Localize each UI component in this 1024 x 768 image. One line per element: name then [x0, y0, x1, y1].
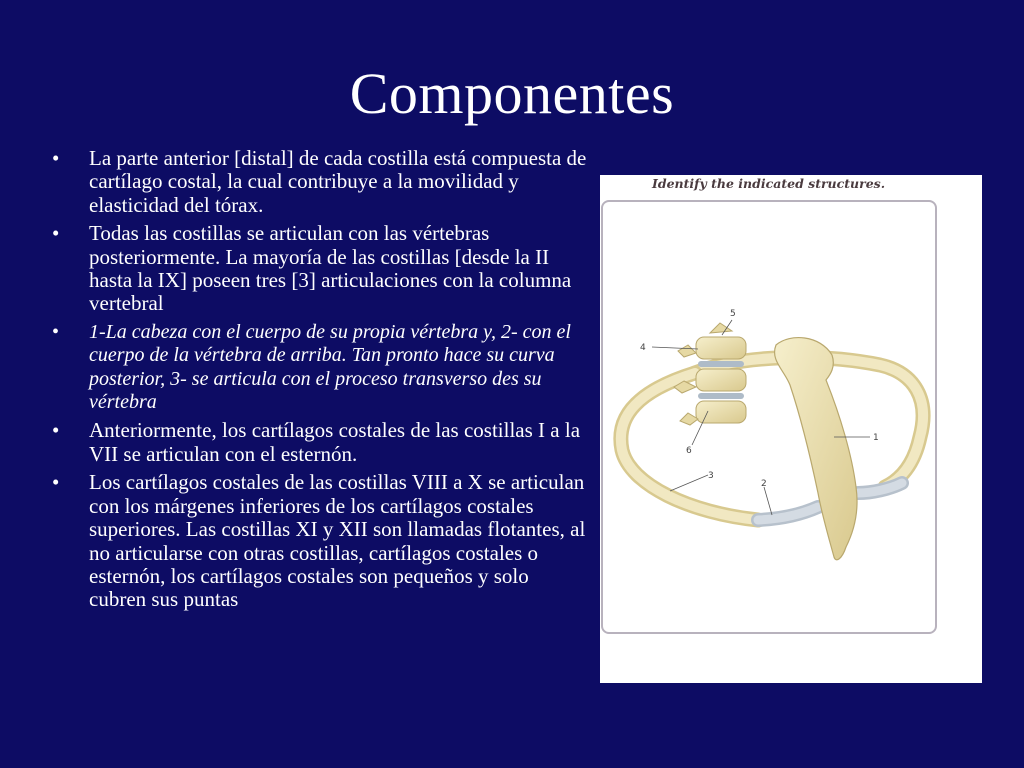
- label-5: 5: [730, 309, 736, 319]
- label-4: 4: [640, 343, 646, 353]
- label-1: 1: [873, 433, 879, 443]
- label-6: 6: [686, 446, 692, 456]
- figure-caption: Identify the indicated structures.: [652, 176, 886, 191]
- bullet-dot-icon: •: [52, 418, 60, 443]
- bullet-text: La parte anterior [distal] de cada costilla está compuesta de cartílago costal, la cual contribuye a la movilidad y elasticidad del tórax.: [89, 146, 587, 217]
- bullet-item: [52, 222, 588, 316]
- rib-illustration: [600, 175, 982, 683]
- bullet-dot-icon: •: [52, 320, 60, 343]
- bullet-item: [52, 419, 588, 466]
- bullet-item: [52, 471, 588, 611]
- bullet-dot-icon: •: [52, 146, 60, 170]
- slide-title: Componentes: [349, 61, 675, 126]
- bullet-dot-icon: •: [52, 470, 60, 495]
- label-2: 2: [761, 479, 767, 489]
- bullet-dot-icon: •: [52, 221, 60, 246]
- bullet-text: Los cartílagos costales de las costillas VIII a X se articulan con los márgenes inferiores de los cartílagos costales superiores. Las costillas XI y XII son llamadas flotantes, al no articularse con otras costillas, cartílagos costales o esternón, los cartílagos costales son pequeños y solo cubren sus puntas: [89, 470, 586, 612]
- bullet-item: [52, 147, 588, 217]
- sternum: [775, 338, 858, 560]
- bullet-text: 1-La cabeza con el cuerpo de su propia vértebra y, 2- con el cuerpo de la vértebra de arriba. Tan pronto hace su curva posterior, 3- se articula con el proceso transverso des su vértebra: [89, 320, 571, 414]
- bullet-text: Anteriormente, los cartílagos costales de las costillas I a la VII se articulan con el esternón.: [89, 418, 581, 466]
- bullet-text: Todas las costillas se articulan con las vértebras posteriormente. La mayoría de las costillas [desde la II hasta la IX] poseen tres [3] articulaciones con la columna vertebral: [89, 221, 572, 316]
- anatomy-figure: [600, 175, 982, 683]
- bullet-list: [52, 147, 588, 617]
- label-3: 3: [708, 471, 714, 481]
- bullet-item: [52, 321, 588, 415]
